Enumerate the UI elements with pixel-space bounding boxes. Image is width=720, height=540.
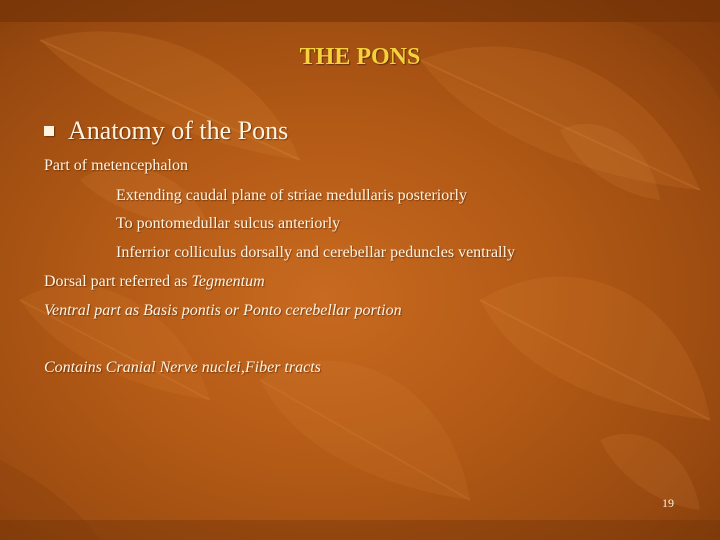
page-number: 19 xyxy=(662,496,674,510)
bullet-item xyxy=(44,116,288,146)
text-line-2: Extending caudal plane of striae medullaris posteriorly xyxy=(116,187,467,204)
text-line-1: Part of metencephalon xyxy=(44,157,188,174)
text-line-6: Ventral part as Basis pontis or Ponto cerebellar portion xyxy=(44,302,402,319)
square-bullet-icon xyxy=(44,126,54,136)
text-line-3: To pontomedullar sulcus anteriorly xyxy=(116,215,341,232)
bullet-text: Anatomy of the Pons xyxy=(68,116,289,145)
text-line-4: Inferrior colliculus dorsally and cerebellar peduncles ventrally xyxy=(116,244,515,261)
text-line-7: Contains Cranial Nerve nuclei,Fiber tracts xyxy=(44,359,321,376)
text-line-5-emphasis: Tegmentum xyxy=(191,273,265,290)
text-line-5-prefix: Dorsal part referred as xyxy=(44,273,192,290)
slide-title: THE PONS xyxy=(299,44,421,70)
text-line-5 xyxy=(44,273,265,291)
